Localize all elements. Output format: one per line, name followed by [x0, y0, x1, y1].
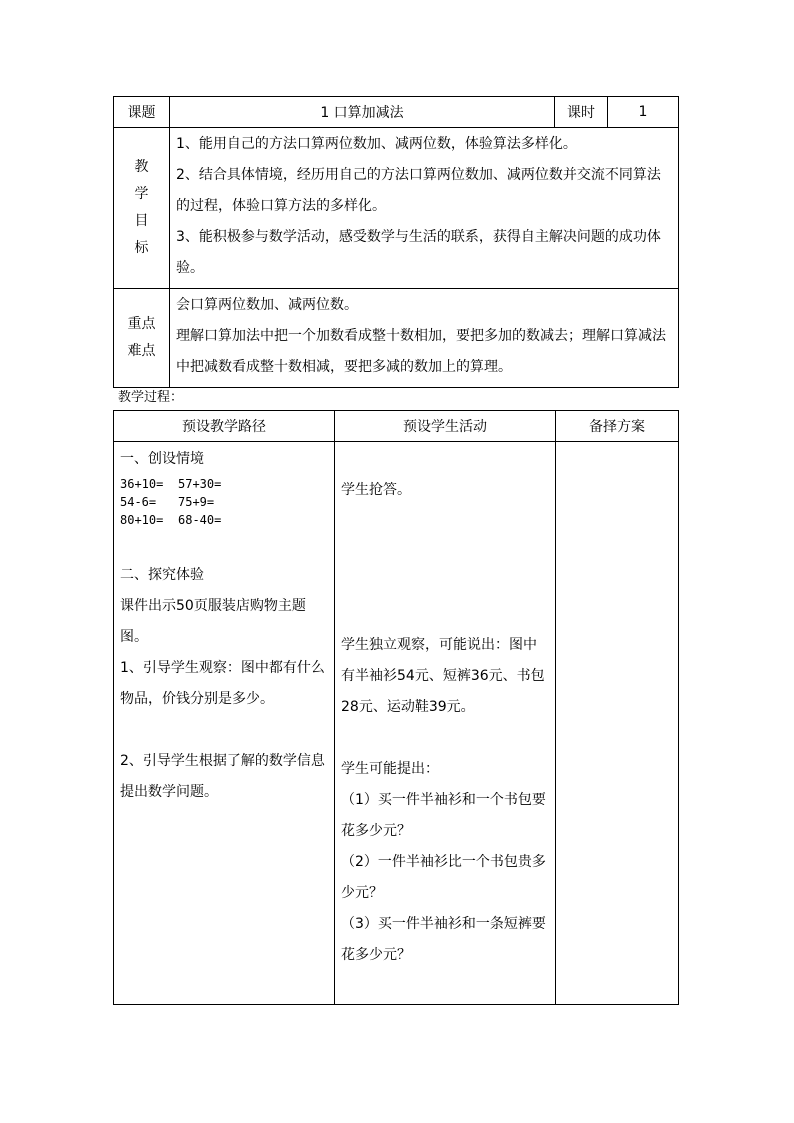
student-response-1: 学生抢答。 — [341, 482, 411, 498]
period-label: 课时 — [555, 97, 608, 128]
calc-exercises — [120, 475, 328, 529]
calc-item: 80+10= — [120, 513, 164, 527]
header-teaching-path: 预设教学路径 — [114, 411, 335, 442]
student-question: （1）买一件半袖衫和一个书包要花多少元？ — [341, 792, 546, 839]
student-response-2: 学生独立观察，可能说出：图中有半袖衫54元、短裤36元、书包28元、运动鞋39元。 — [341, 637, 545, 715]
subject-label: 课题 — [114, 97, 170, 128]
process-label: 教学过程： — [118, 390, 184, 405]
alternative-plan-cell — [556, 442, 679, 1005]
header-student-activity: 预设学生活动 — [335, 411, 556, 442]
calc-item: 68-40= — [178, 513, 222, 527]
objective-item: 2、结合具体情境，经历用自己的方法口算两位数加、减两位数并交流不同算法的过程，体验口算方法的多样化。 — [176, 167, 661, 214]
step-2: 2、引导学生根据了解的数学信息提出数学问题。 — [120, 753, 325, 800]
lesson-info-table — [113, 96, 679, 388]
student-activity-cell — [335, 442, 556, 1005]
student-question: （2）一件半袖衫比一个书包贵多少元？ — [341, 854, 546, 901]
student-question: （3）买一件半袖衫和一条短裤要花多少元？ — [341, 916, 546, 963]
objectives-label: 教 学 目 标 — [114, 128, 170, 289]
period-value: 1 — [608, 97, 679, 128]
student-response-3-intro: 学生可能提出： — [341, 761, 439, 777]
step-1: 1、引导学生观察：图中都有什么物品，价钱分别是多少。 — [120, 660, 325, 707]
key-point: 会口算两位数加、减两位数。 — [176, 297, 358, 313]
section2-intro: 课件出示50页服装店购物主题图。 — [120, 598, 306, 645]
section1-title: 一、创设情境 — [120, 451, 204, 467]
difficult-point: 理解口算加法中把一个加数看成整十数相加，要把多加的数减去；理解口算减法中把减数看成整十数相减，要把多减的数加上的算理。 — [176, 328, 666, 375]
process-table — [113, 410, 679, 1005]
objective-item: 3、能积极参与数学活动，感受数学与生活的联系，获得自主解决问题的成功体验。 — [176, 229, 661, 276]
objective-item: 1、能用自己的方法口算两位数加、减两位数，体验算法多样化。 — [176, 136, 577, 152]
calc-item: 75+9= — [178, 495, 215, 509]
calc-item: 57+30= — [178, 477, 222, 491]
keypoints-label: 重点 难点 — [114, 289, 170, 388]
objectives-content — [170, 128, 679, 289]
calc-item: 54-6= — [120, 495, 157, 509]
calc-item: 36+10= — [120, 477, 164, 491]
subject-value: 1 口算加减法 — [170, 97, 555, 128]
keypoints-content — [170, 289, 679, 388]
section2-title: 二、探究体验 — [120, 567, 204, 583]
teaching-path-cell — [114, 442, 335, 1005]
header-alternative-plan: 备择方案 — [556, 411, 679, 442]
